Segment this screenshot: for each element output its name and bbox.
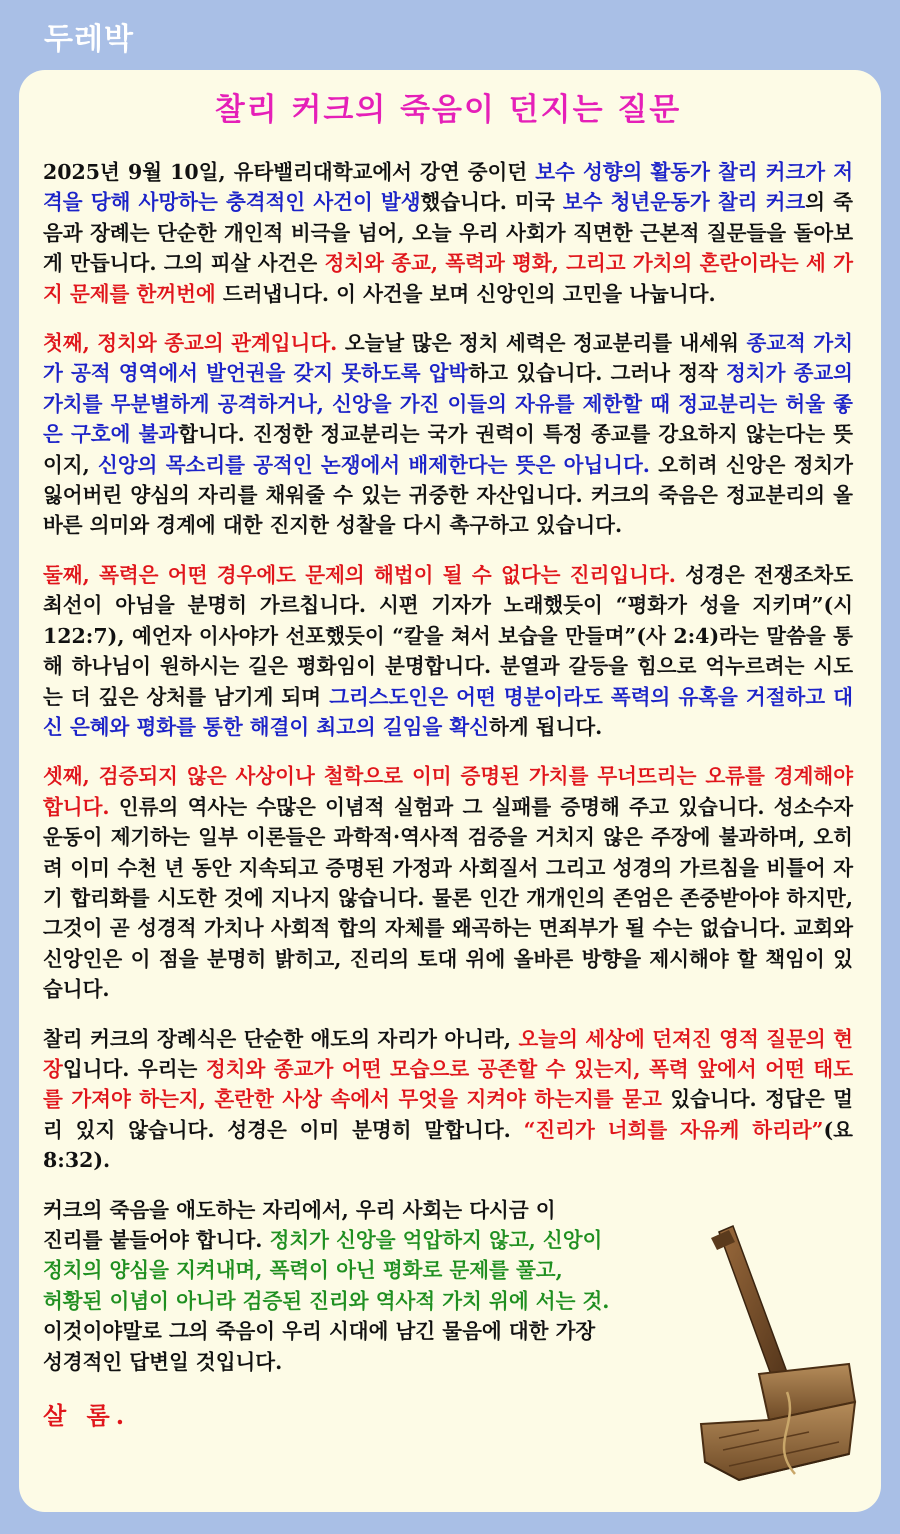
- text-segment: 성경적인 답변일 것입니다.: [43, 1349, 283, 1374]
- text-segment: 허황된 이념이 아니라 검증된 진리와 역사적 가치 위에 서는 것.: [43, 1288, 610, 1313]
- text-segment: 진리를 붙들어야 합니다.: [43, 1228, 270, 1252]
- text-segment: 했습니다. 미국: [420, 190, 563, 215]
- text-segment: 정치가 종교의 가치를 무분별하게 공격하거나, 신앙을 가진 이들의 자유를 제한할 때 정교분리는 허울 좋은 구호에 불과: [43, 361, 853, 447]
- text-segment: 첫째, 정치와 종교의 관계입니다.: [43, 331, 338, 356]
- paragraph-4: [43, 761, 853, 1004]
- text-segment: 2025년 9월 10일, 유타밸리대학교에서 강연 중이던: [43, 160, 536, 184]
- closing-line: [43, 1286, 733, 1316]
- text-segment: 보수 성향의 활동가 찰리 커크가 저격을 당해 사망하는 충격적인 사건이 발생: [43, 160, 853, 215]
- header-label: 두레박: [44, 22, 134, 57]
- paragraph-3: [43, 560, 853, 742]
- article-card: [19, 70, 881, 1512]
- text-segment: 오히려 신앙은 정치가 잃어버린 양심의 자리를 채워줄 수 있는 귀중한 자산입니다. 커크의 죽음은 정교분리의 올바른 의미와 경계에 대한 진지한 성찰을 다시 촉구하고 있습니다.: [43, 452, 853, 538]
- text-segment: 성경은 전쟁조차도 최선이 아님을 분명히 가르칩니다. 시편 기자가 노래했듯이 “평화가 성을 지키며”(시 122:7), 예언자 이사야가 선포했듯이 “칼을 쳐서 보습을 만들며”(사 2:4)라는 말씀을 통해 하나님이 원하시는 길은 평화임이 분명합니다. 분열과 갈등을 힘으로 억누르려는 시도는 더 깊은 상처를 남기게 되며: [43, 562, 854, 709]
- closing-line: [43, 1347, 733, 1377]
- text-segment: 있습니다. 정답은 멀리 있지 않습니다. 성경은 이미 분명히 말합니다.: [43, 1087, 853, 1142]
- text-segment: 커크의 죽음을 애도하는 자리에서, 우리 사회는 다시금 이: [43, 1197, 556, 1222]
- text-segment: “진리가 너희를 자유케 하리라”: [523, 1117, 824, 1142]
- text-segment: 정치와 종교가 어떤 모습으로 공존할 수 있는지, 폭력 앞에서 어떤 태도를 가져야 하는지, 혼란한 사상 속에서 무엇을 지켜야 하는지를 묻고: [43, 1056, 853, 1112]
- article-body: [43, 157, 853, 1176]
- text-segment: 드러냅니다. 이 사건을 보며 신앙인의 고민을 나눕니다.: [215, 281, 716, 306]
- closing-line: [43, 1316, 733, 1346]
- signature: 살 롬.: [43, 1401, 131, 1431]
- paragraph-2: [43, 328, 853, 541]
- article-title: 찰리 커크의 죽음이 던지는 질문: [214, 92, 682, 128]
- text-segment: 둘째, 폭력은 어떤 경우에도 문제의 해법이 될 수 없다는 진리입니다.: [43, 562, 676, 587]
- text-segment: 정치가 신앙을 억압하지 않고, 신앙이: [269, 1228, 603, 1252]
- text-segment: 하게 됩니다.: [489, 714, 603, 739]
- text-segment: 하고 있습니다. 그러나 정작: [468, 361, 726, 386]
- text-segment: 셋째, 검증되지 않은 사상이나 철학으로 이미 증명된 가치를 무너뜨리는 오류를 경계해야 합니다.: [43, 764, 853, 819]
- closing-line: [43, 1255, 733, 1285]
- closing-line: [43, 1225, 733, 1255]
- closing-line: [43, 1195, 733, 1225]
- text-segment: 정치의 양심을 지켜내며, 폭력이 아닌 평화로 문제를 풀고,: [43, 1258, 563, 1283]
- text-segment: 그리스도인은 어떤 명분이라도 폭력의 유혹을 거절하고 대신 은혜와 평화를 통한 해결이 최고의 길임을 확신: [43, 684, 853, 739]
- text-segment: 찰리 커크의 장례식은 단순한 애도의 자리가 아니라,: [43, 1026, 519, 1051]
- text-segment: 종교적 가치가 공적 영역에서 발언권을 갖지 못하도록 압박: [43, 331, 853, 386]
- text-segment: 합니다. 진정한 정교분리는 국가 권력이 특정 종교를 강요하지 않는다는 뜻이지,: [43, 422, 853, 477]
- text-segment: 의 죽음과 장례는 단순한 개인적 비극을 넘어, 오늘 우리 사회가 직면한 근본적 질문들을 돌아보게 만듭니다. 그의 피살 사건은: [43, 190, 853, 276]
- paragraph-5: [43, 1024, 853, 1176]
- text-segment: 오늘날 많은 정치 세력은 정교분리를 내세워: [337, 331, 747, 356]
- text-segment: 이것이야말로 그의 죽음이 우리 시대에 남긴 물음에 대한 가장: [43, 1319, 596, 1344]
- text-segment: 정치와 종교, 폭력과 평화, 그리고 가치의 혼란이라는 세 가지 문제를 한꺼번에: [43, 251, 853, 306]
- plow-illustration: [699, 1224, 859, 1484]
- text-segment: 오늘의 세상에 던져진 영적 질문의 현장: [43, 1026, 853, 1081]
- paragraph-1: [43, 157, 853, 309]
- text-segment: 보수 청년운동가 찰리 커크: [562, 190, 806, 215]
- closing-paragraph: [43, 1195, 733, 1377]
- text-segment: 신앙의 목소리를 공적인 논쟁에서 배제한다는 뜻은 아닙니다.: [98, 452, 650, 477]
- text-segment: 인류의 역사는 수많은 이념적 실험과 그 실패를 증명해 주고 있습니다. 성소수자 운동이 제기하는 일부 이론들은 과학적·역사적 검증을 거치지 않은 주장에 불과하며, 오히려 이미 수천 년 동안 지속되고 증명된 가정과 사회질서 그리고 성경의 가르침을 비틀어 자기 합리화를 시도한 것에 지나지 않습니다. 물론 인간 개개인의 존엄은 존중받아야 하지만, 그것이 곧 성경적 가치나 사회적 합의 자체를 왜곡하는 면죄부가 될 수는 없습니다. 교회와 신앙인은 이 점을 분명히 밝히고, 진리의 토대 위에 올바른 방향을 제시해야 할 책임이 있습니다.: [43, 794, 853, 1002]
- text-segment: (요 8:32).: [43, 1117, 853, 1173]
- text-segment: 입니다. 우리는: [62, 1056, 206, 1081]
